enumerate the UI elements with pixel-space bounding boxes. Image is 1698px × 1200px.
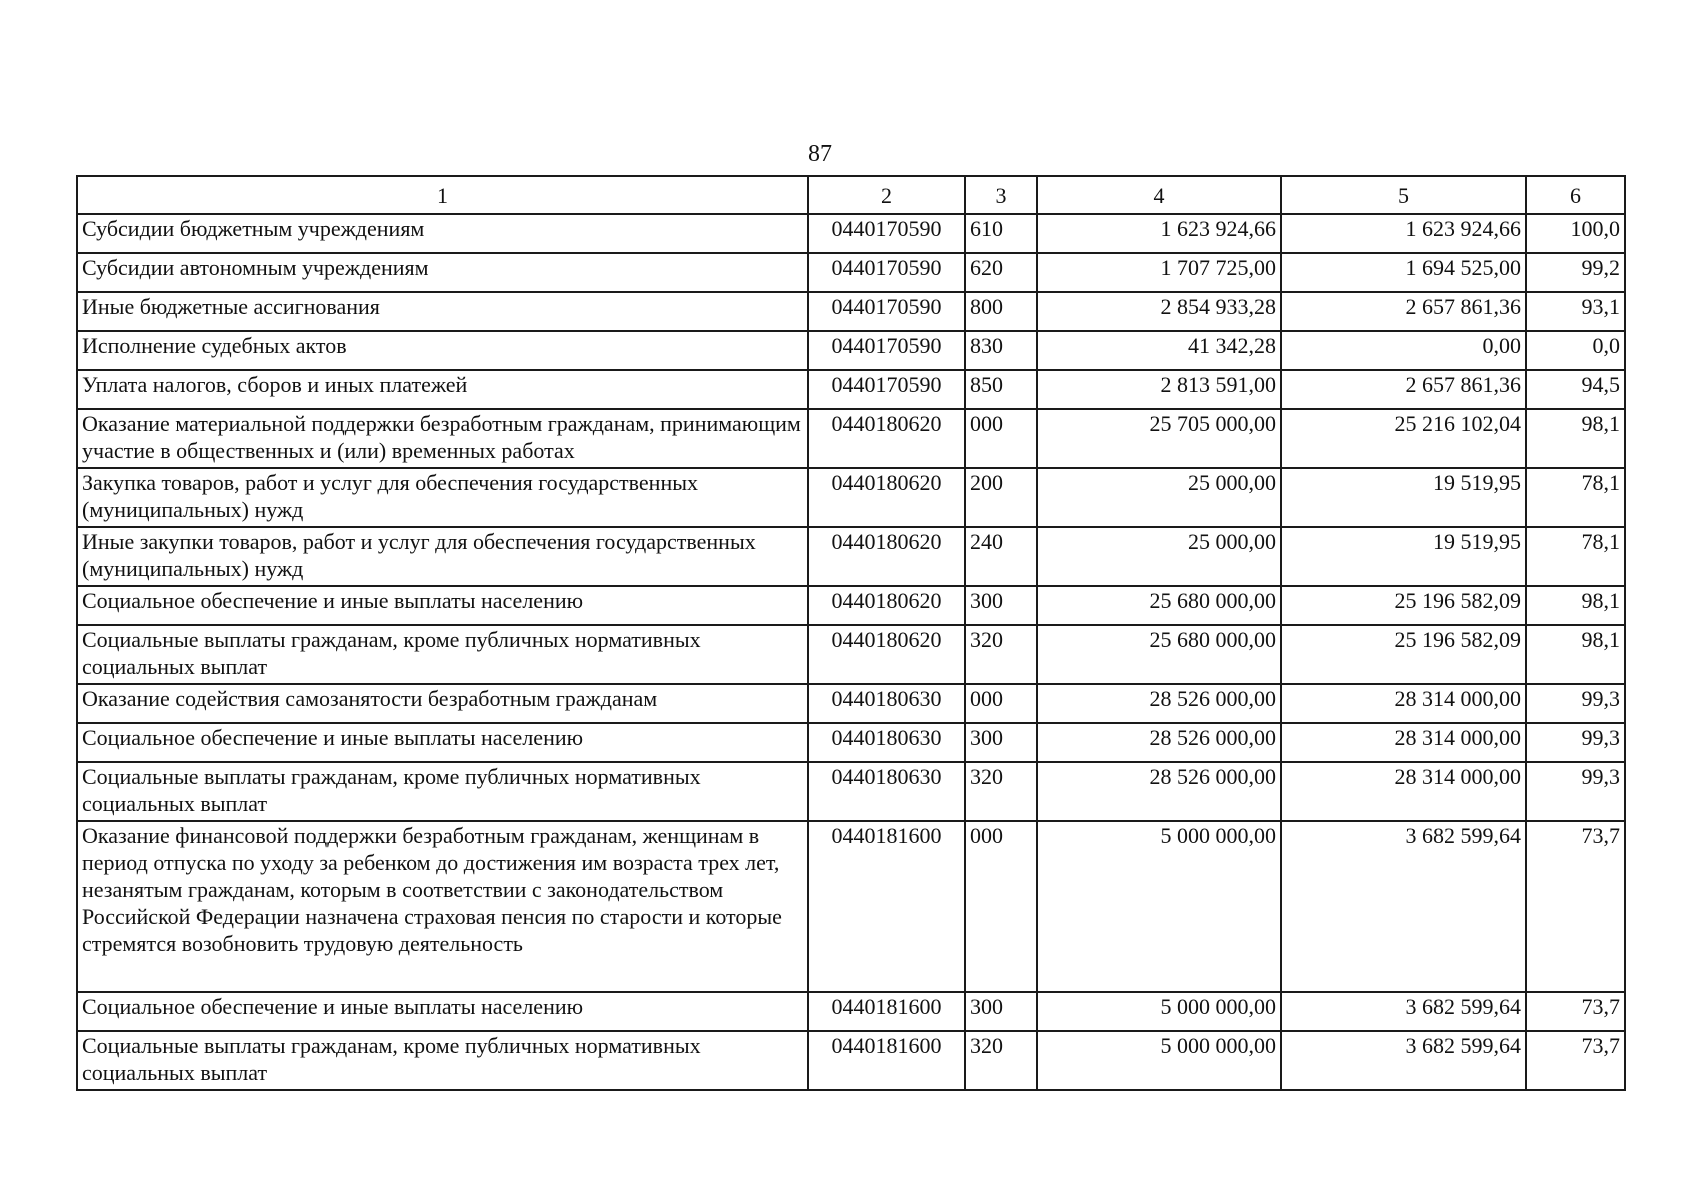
table-row [77, 214, 1625, 253]
row-expense-type: 320 [965, 762, 1037, 821]
header-col-2: 2 [808, 176, 965, 214]
row-name: Субсидии бюджетным учреждениям [77, 214, 808, 253]
row-plan-amount: 5 000 000,00 [1037, 992, 1281, 1031]
row-actual-amount: 28 314 000,00 [1281, 684, 1526, 723]
row-target-code: 0440180620 [808, 586, 965, 625]
row-percent: 98,1 [1526, 625, 1625, 684]
table-row [77, 527, 1625, 586]
row-target-code: 0440170590 [808, 292, 965, 331]
row-expense-type: 320 [965, 625, 1037, 684]
row-percent: 99,3 [1526, 684, 1625, 723]
table-row [77, 586, 1625, 625]
row-target-code: 0440180620 [808, 527, 965, 586]
row-expense-type: 610 [965, 214, 1037, 253]
row-expense-type: 800 [965, 292, 1037, 331]
row-actual-amount: 25 216 102,04 [1281, 409, 1526, 468]
table-row [77, 331, 1625, 370]
row-percent: 73,7 [1526, 821, 1625, 992]
row-name: Социальное обеспечение и иные выплаты населению [77, 992, 808, 1031]
row-name: Закупка товаров, работ и услуг для обеспечения государственных (муниципальных) нужд [77, 468, 808, 527]
row-percent: 73,7 [1526, 992, 1625, 1031]
row-percent: 99,3 [1526, 762, 1625, 821]
row-target-code: 0440170590 [808, 331, 965, 370]
row-percent: 99,2 [1526, 253, 1625, 292]
row-plan-amount: 28 526 000,00 [1037, 723, 1281, 762]
row-name: Иные бюджетные ассигнования [77, 292, 808, 331]
row-expense-type: 000 [965, 409, 1037, 468]
row-target-code: 0440180620 [808, 468, 965, 527]
row-plan-amount: 1 707 725,00 [1037, 253, 1281, 292]
row-expense-type: 300 [965, 723, 1037, 762]
row-plan-amount: 2 854 933,28 [1037, 292, 1281, 331]
table-row [77, 370, 1625, 409]
row-plan-amount: 25 000,00 [1037, 468, 1281, 527]
row-actual-amount: 28 314 000,00 [1281, 762, 1526, 821]
row-actual-amount: 28 314 000,00 [1281, 723, 1526, 762]
row-percent: 0,0 [1526, 331, 1625, 370]
row-name: Социальные выплаты гражданам, кроме публичных нормативных социальных выплат [77, 1031, 808, 1090]
row-percent: 100,0 [1526, 214, 1625, 253]
row-actual-amount: 2 657 861,36 [1281, 292, 1526, 331]
table-row [77, 468, 1625, 527]
row-expense-type: 320 [965, 1031, 1037, 1090]
row-name: Оказание содействия самозанятости безработным гражданам [77, 684, 808, 723]
row-target-code: 0440170590 [808, 214, 965, 253]
row-plan-amount: 41 342,28 [1037, 331, 1281, 370]
row-expense-type: 850 [965, 370, 1037, 409]
row-actual-amount: 25 196 582,09 [1281, 586, 1526, 625]
row-expense-type: 830 [965, 331, 1037, 370]
row-actual-amount: 0,00 [1281, 331, 1526, 370]
row-name: Исполнение судебных актов [77, 331, 808, 370]
row-name: Социальное обеспечение и иные выплаты населению [77, 586, 808, 625]
row-percent: 78,1 [1526, 468, 1625, 527]
row-name: Социальное обеспечение и иные выплаты населению [77, 723, 808, 762]
row-actual-amount: 3 682 599,64 [1281, 821, 1526, 992]
header-col-1: 1 [77, 176, 808, 214]
row-plan-amount: 2 813 591,00 [1037, 370, 1281, 409]
row-target-code: 0440181600 [808, 821, 965, 992]
row-plan-amount: 1 623 924,66 [1037, 214, 1281, 253]
row-actual-amount: 3 682 599,64 [1281, 992, 1526, 1031]
header-col-3: 3 [965, 176, 1037, 214]
row-target-code: 0440180620 [808, 409, 965, 468]
row-target-code: 0440180620 [808, 625, 965, 684]
row-target-code: 0440180630 [808, 723, 965, 762]
row-plan-amount: 5 000 000,00 [1037, 1031, 1281, 1090]
row-expense-type: 000 [965, 684, 1037, 723]
row-plan-amount: 25 000,00 [1037, 527, 1281, 586]
row-plan-amount: 28 526 000,00 [1037, 684, 1281, 723]
row-actual-amount: 1 694 525,00 [1281, 253, 1526, 292]
row-percent: 78,1 [1526, 527, 1625, 586]
row-plan-amount: 5 000 000,00 [1037, 821, 1281, 992]
row-target-code: 0440170590 [808, 370, 965, 409]
row-actual-amount: 3 682 599,64 [1281, 1031, 1526, 1090]
row-name: Оказание материальной поддержки безработным гражданам, принимающим участие в общественных и (или) временных работах [77, 409, 808, 468]
row-plan-amount: 25 680 000,00 [1037, 625, 1281, 684]
row-target-code: 0440181600 [808, 992, 965, 1031]
row-expense-type: 620 [965, 253, 1037, 292]
table-row [77, 292, 1625, 331]
row-actual-amount: 19 519,95 [1281, 527, 1526, 586]
row-target-code: 0440181600 [808, 1031, 965, 1090]
row-expense-type: 000 [965, 821, 1037, 992]
row-expense-type: 240 [965, 527, 1037, 586]
table-row [77, 684, 1625, 723]
row-percent: 98,1 [1526, 586, 1625, 625]
row-name: Субсидии автономным учреждениям [77, 253, 808, 292]
row-expense-type: 300 [965, 992, 1037, 1031]
row-name: Уплата налогов, сборов и иных платежей [77, 370, 808, 409]
table-row [77, 625, 1625, 684]
table-row [77, 992, 1625, 1031]
row-name: Социальные выплаты гражданам, кроме публичных нормативных социальных выплат [77, 762, 808, 821]
table-row [77, 253, 1625, 292]
table-row [77, 723, 1625, 762]
row-plan-amount: 28 526 000,00 [1037, 762, 1281, 821]
row-name: Социальные выплаты гражданам, кроме публичных нормативных социальных выплат [77, 625, 808, 684]
row-target-code: 0440180630 [808, 762, 965, 821]
row-actual-amount: 1 623 924,66 [1281, 214, 1526, 253]
row-expense-type: 200 [965, 468, 1037, 527]
header-col-4: 4 [1037, 176, 1281, 214]
row-actual-amount: 25 196 582,09 [1281, 625, 1526, 684]
row-target-code: 0440180630 [808, 684, 965, 723]
row-actual-amount: 2 657 861,36 [1281, 370, 1526, 409]
row-name: Оказание финансовой поддержки безработным гражданам, женщинам в период отпуска по уходу за ребенком до достижения им возраста трех лет, незанятым гражданам, которым в соответствии с законодательством Российской Федерации назначена страховая пенсия по старости и которые стремятся возобновить трудовую деятельность [77, 821, 808, 992]
budget-execution-table [76, 175, 1626, 1091]
row-percent: 99,3 [1526, 723, 1625, 762]
row-percent: 94,5 [1526, 370, 1625, 409]
row-plan-amount: 25 705 000,00 [1037, 409, 1281, 468]
header-col-6: 6 [1526, 176, 1625, 214]
page-number: 87 [808, 141, 832, 167]
table-row [77, 409, 1625, 468]
row-plan-amount: 25 680 000,00 [1037, 586, 1281, 625]
header-col-5: 5 [1281, 176, 1526, 214]
table-header-row [77, 176, 1625, 214]
table-row [77, 762, 1625, 821]
table-row [77, 821, 1625, 992]
row-target-code: 0440170590 [808, 253, 965, 292]
row-percent: 98,1 [1526, 409, 1625, 468]
row-expense-type: 300 [965, 586, 1037, 625]
row-percent: 93,1 [1526, 292, 1625, 331]
row-name: Иные закупки товаров, работ и услуг для обеспечения государственных (муниципальных) нужд [77, 527, 808, 586]
row-percent: 73,7 [1526, 1031, 1625, 1090]
table-row [77, 1031, 1625, 1090]
row-actual-amount: 19 519,95 [1281, 468, 1526, 527]
